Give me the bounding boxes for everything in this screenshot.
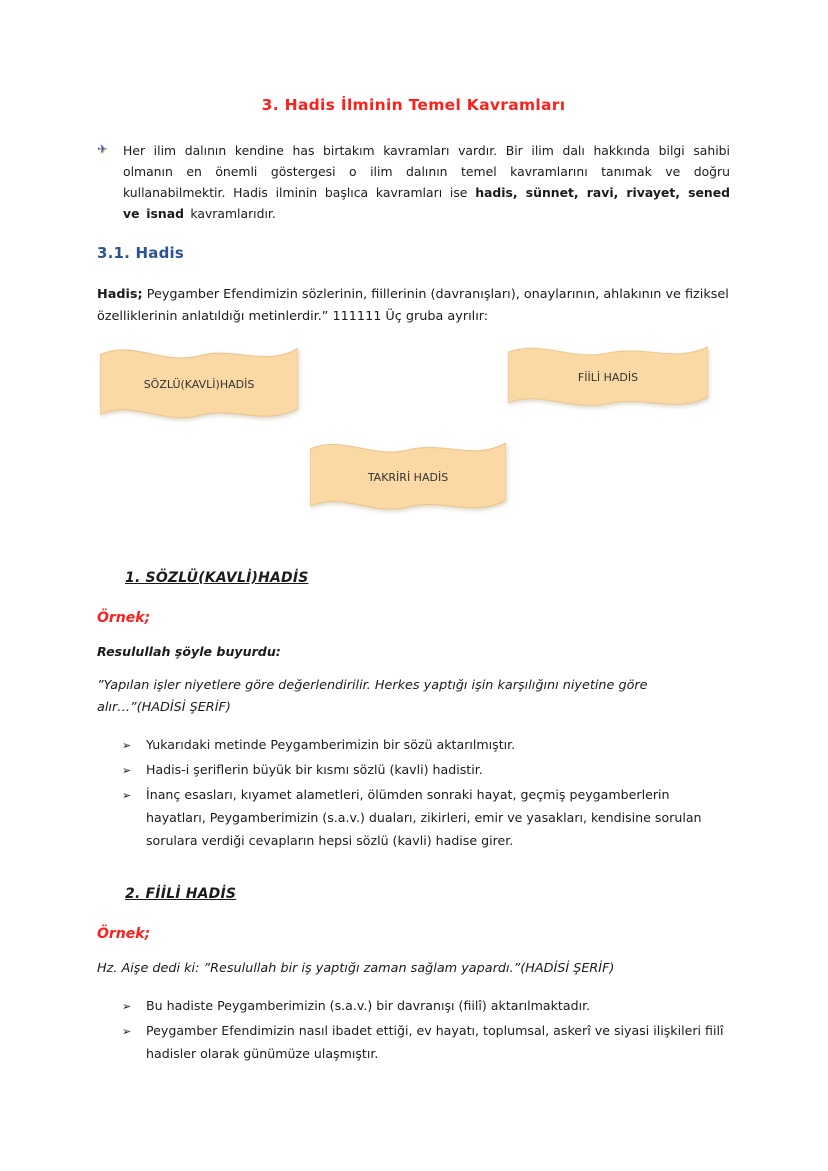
kavli-bullet-list xyxy=(97,733,730,852)
page-title: 3. Hadis İlminin Temel Kavramları xyxy=(261,96,566,114)
ornek-label-kavli: Örnek; xyxy=(97,610,151,626)
list-item xyxy=(122,733,730,757)
arrow-bullet-icon: ➢ xyxy=(122,789,132,802)
fiili-bullet-list xyxy=(97,994,730,1065)
heading-fiili-hadis: 2. FİİLİ HADİS xyxy=(125,886,237,902)
shape-takriri-label: TAKRİRİ HADİS xyxy=(367,470,449,484)
arrow-bullet-icon: ➢ xyxy=(122,739,132,752)
hadis-definition-term: Hadis; xyxy=(97,287,143,302)
fiili-quote: Hz. Aişe dedi ki: ”Resulullah bir iş yaptığı zaman sağlam yapardı.”(HADİSİ ŞERİF) xyxy=(97,961,615,976)
list-item-text: Bu hadiste Peygamberimizin (s.a.v.) bir davranışı (fiilî) aktarılmaktadır. xyxy=(146,998,591,1013)
intro-seg3: kavramlarıdır. xyxy=(183,206,276,221)
heading-kavli-hadis: 1. SÖZLÜ(KAVLİ)HADİS xyxy=(125,570,309,586)
list-item xyxy=(122,758,730,782)
list-item-text: Yukarıdaki metinde Peygamberimizin bir sözü aktarılmıştır. xyxy=(146,737,516,752)
kavli-quote: ”Yapılan işler niyetlere göre değerlendirilir. Herkes yaptığı işin karşılığını niyetine göre alır…”(HADİSİ ŞERİF) xyxy=(97,678,648,715)
list-item-text: Hadis-i şeriflerin büyük bir kısmı sözlü (kavli) hadistir. xyxy=(146,762,483,777)
list-item xyxy=(122,783,730,852)
arrow-bullet-icon: ➢ xyxy=(122,1025,132,1038)
arrow-bullet-icon: ➢ xyxy=(122,764,132,777)
ornek-label-fiili: Örnek; xyxy=(97,926,151,942)
shape-fiili-label: FİİLİ HADİS xyxy=(577,370,639,384)
hadis-definition xyxy=(97,284,730,328)
shape-kavli-hadis xyxy=(100,338,298,430)
list-item xyxy=(122,1019,730,1065)
intro-keywords: hadis, sünnet, ravi, rivayet, sened ve isnad xyxy=(123,185,730,221)
intro-paragraph xyxy=(97,140,730,224)
list-item xyxy=(122,994,730,1018)
shape-fiili-hadis xyxy=(508,338,708,416)
hadis-definition-text: Peygamber Efendimizin sözlerinin, fiillerinin (davranışları), onaylarının, ahlakının ve fiziksel özelliklerinin anlatıldığı metinlerdir.” 111111 Üç gruba ayrılır: xyxy=(97,287,729,324)
intro-seg1: Her ilim dalının kendine has birtakım kavramları vardır. Bir ilim dalı hakkında bilgi sahibi olmanın en önemli göstergesi o ilim dalının temel kavramlarını tanımak ve doğru kullanabilmektir. Hadis ilminin başlıca kavramları ise xyxy=(123,143,730,200)
arrow-bullet-icon: ➢ xyxy=(122,1000,132,1013)
plane-bullet-icon: ✈ xyxy=(97,142,108,156)
list-item-text: Peygamber Efendimizin nasıl ibadet ettiği, ev hayatı, toplumsal, askerî ve siyasi ilişkileri fiilî hadisler olarak günümüze ulaşmıştır. xyxy=(146,1023,724,1061)
shape-takriri-hadis xyxy=(310,433,506,521)
shape-kavli-label: SÖZLÜ(KAVLİ)HADİS xyxy=(143,377,255,391)
section-heading-hadis: 3.1. Hadis xyxy=(97,244,184,262)
kavli-lead-text: Resulullah şöyle buyurdu: xyxy=(97,644,281,659)
intro-text xyxy=(123,140,730,224)
hadis-type-shapes xyxy=(97,338,730,540)
list-item-text: İnanç esasları, kıyamet alametleri, ölümden sonraki hayat, geçmiş peygamberlerin hayatları, Peygamberimizin (s.a.v.) duaları, zikirleri, emir ve yasakları, kendisine sorulan sorulara verdiği cevapların hepsi sözlü (kavli) hadise girer. xyxy=(146,787,702,848)
